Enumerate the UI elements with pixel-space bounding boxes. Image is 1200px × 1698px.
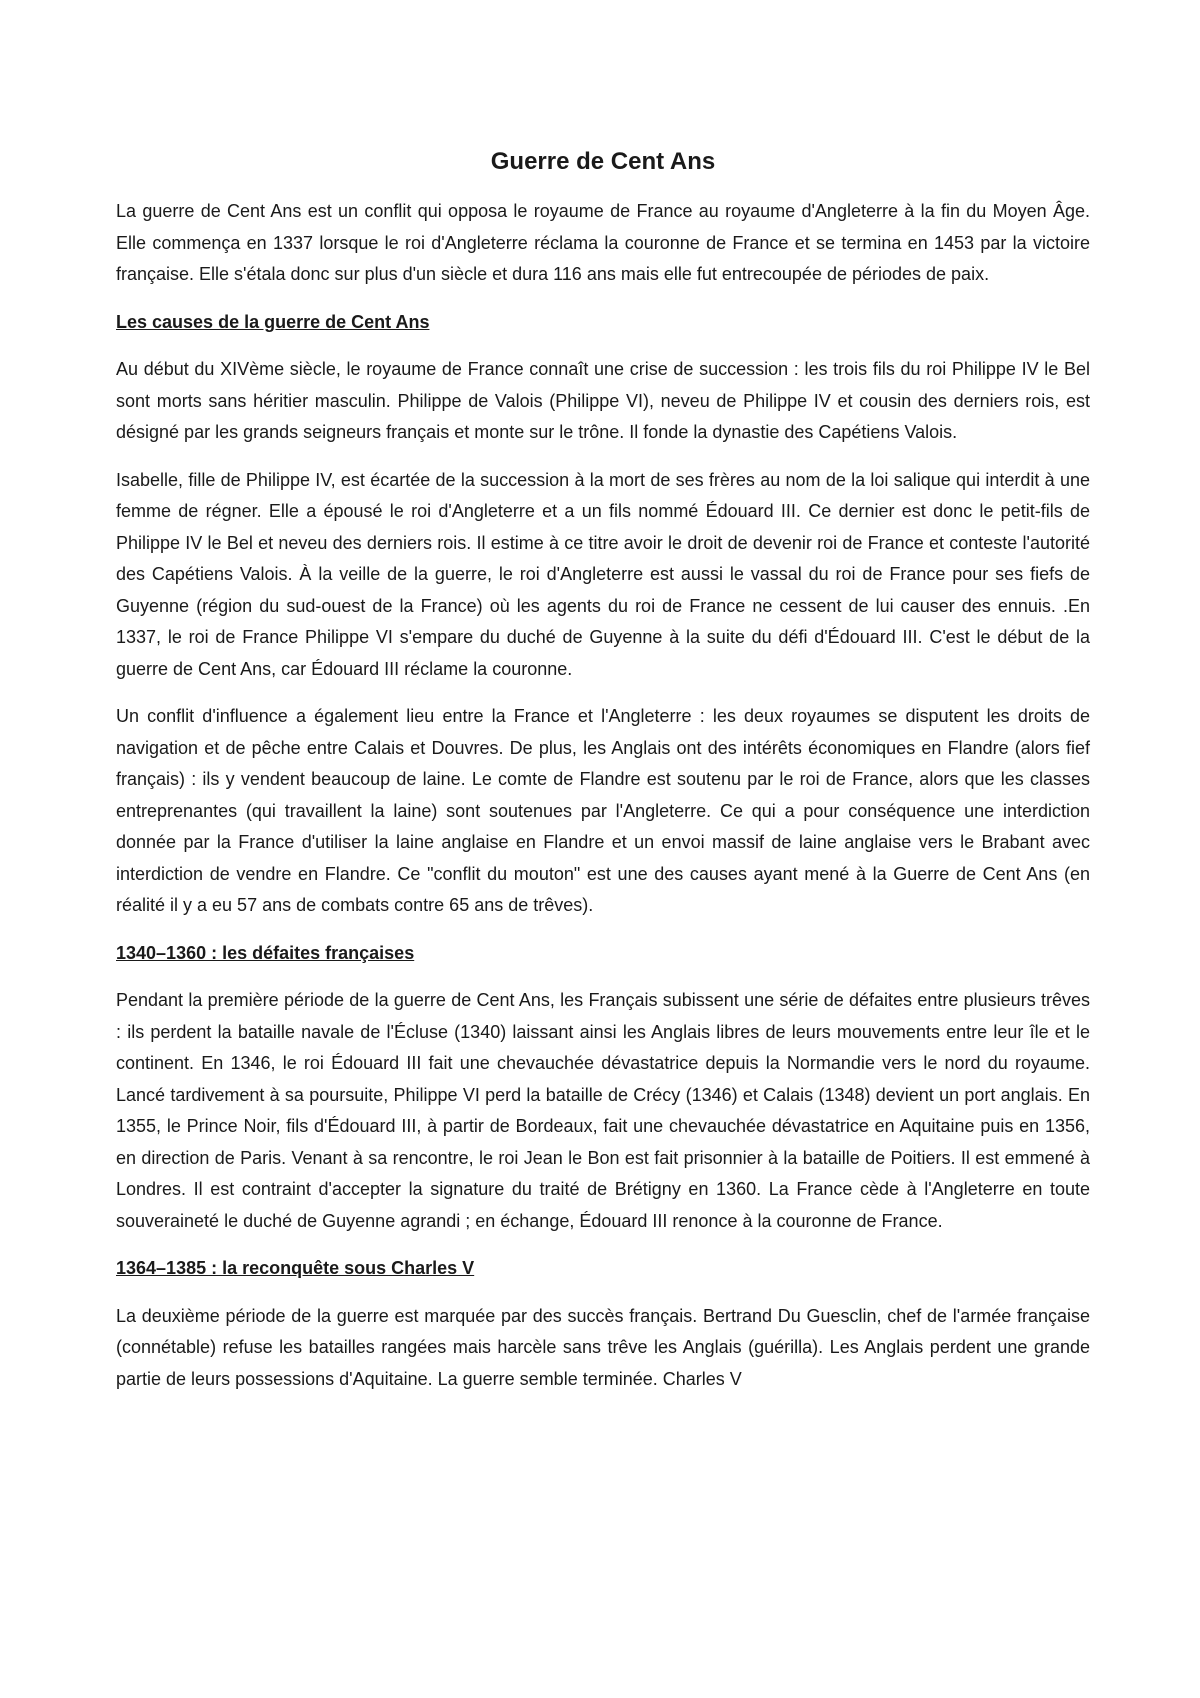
section-heading: 1340–1360 : les défaites françaises [116, 942, 415, 963]
section-heading: 1364–1385 : la reconquête sous Charles V [116, 1258, 475, 1278]
document-title: Guerre de Cent Ans [490, 148, 716, 175]
section-reconquest [116, 1253, 1090, 1395]
section-paragraph: Au début du XIVème siècle, le royaume de France connaît une crise de succession : les trois fils du roi Philippe IV le Bel sont morts sans héritier masculin. Philippe de Valois (Philippe VI), neveu de Philippe IV et cousin des derniers rois, est désigné par les grands seigneurs français et monte sur le trône. Il fonde la dynastie des Capétiens Valois. [116, 359, 1090, 442]
section-paragraph: La deuxième période de la guerre est marquée par des succès français. Bertrand Du Guesclin, chef de l'armée française (connétable) refuse les batailles rangées mais harcèle sans trêve les Anglais (guérilla). Les Anglais perdent une grande partie de leurs possessions d'Aquitaine. La guerre semble terminée. Charles V [116, 1305, 1090, 1389]
section-paragraph: Pendant la première période de la guerre de Cent Ans, les Français subissent une série de défaites entre plusieurs trêves : ils perdent la bataille navale de l'Écluse (1340) laissant ainsi les Anglais libres de leurs mouvements entre leur île et le continent. En 1346, le roi Édouard III fait une chevauchée dévastatrice depuis la Normandie vers le nord du royaume. Lancé tardivement à sa poursuite, Philippe VI perd la bataille de Crécy (1346) et Calais (1348) devient un port anglais. En 1355, le Prince Noir, fils d'Édouard III, à partir de Bordeaux, fait une chevauchée dévastatrice en Aquitaine puis en 1356, en direction de Paris. Venant à sa rencontre, le roi Jean le Bon est fait prisonnier à la bataille de Poitiers. Il est emmené à Londres. Il est contraint d'accepter la signature du traité de Brétigny en 1360. La France cède à l'Angleterre en toute souveraineté le duché de Guyenne agrandi ; en échange, Édouard III renonce à la couronne de France. [116, 990, 1090, 1231]
section-paragraph: Un conflit d'influence a également lieu entre la France et l'Angleterre : les deux royaumes se disputent les droits de navigation et de pêche entre Calais et Douvres. De plus, les Anglais ont des intérêts économiques en Flandre (alors fief français) : ils y vendent beaucoup de laine. Le comte de Flandre est soutenu par le roi de France, alors que les classes entreprenantes (qui travaillent la laine) sont soutenues par l'Angleterre. Ce qui a pour conséquence une interdiction donnée par la France d'utiliser la laine anglaise en Flandre et un envoi massif de laine anglaise vers le Brabant avec interdiction de vendre en Flandre. Ce "conflit du mouton" est une des causes ayant mené à la Guerre de Cent Ans (en réalité il y a eu 57 ans de combats contre 65 ans de trêves). [116, 706, 1090, 915]
intro-paragraph: La guerre de Cent Ans est un conflit qui opposa le royaume de France au royaume d'Angleterre à la fin du Moyen Âge. Elle commença en 1337 lorsque le roi d'Angleterre réclama la couronne de France et se termina en 1453 par la victoire française. Elle s'étala donc sur plus d'un siècle et dura 116 ans mais elle fut entrecoupée de périodes de paix. [116, 201, 1090, 284]
section-french-defeats [116, 938, 1090, 1238]
section-paragraph: Isabelle, fille de Philippe IV, est écartée de la succession à la mort de ses frères au nom de la loi salique qui interdit à une femme de régner. Elle a épousé le roi d'Angleterre et a un fils nommé Édouard III. Ce dernier est donc le petit-fils de Philippe IV le Bel et neveu des derniers rois. Il estime à ce titre avoir le droit de devenir roi de France et conteste l'autorité des Capétiens Valois. À la veille de la guerre, le roi d'Angleterre est aussi le vassal du roi de France pour ses fiefs de Guyenne (région du sud-ouest de la France) où les agents du roi de France ne cessent de lui causer des ennuis. .En 1337, le roi de France Philippe VI s'empare du duché de Guyenne à la suite du défi d'Édouard III. C'est le début de la guerre de Cent Ans, car Édouard III réclame la couronne. [116, 469, 1090, 679]
section-heading: Les causes de la guerre de Cent Ans [116, 311, 430, 332]
section-causes [116, 307, 1090, 922]
